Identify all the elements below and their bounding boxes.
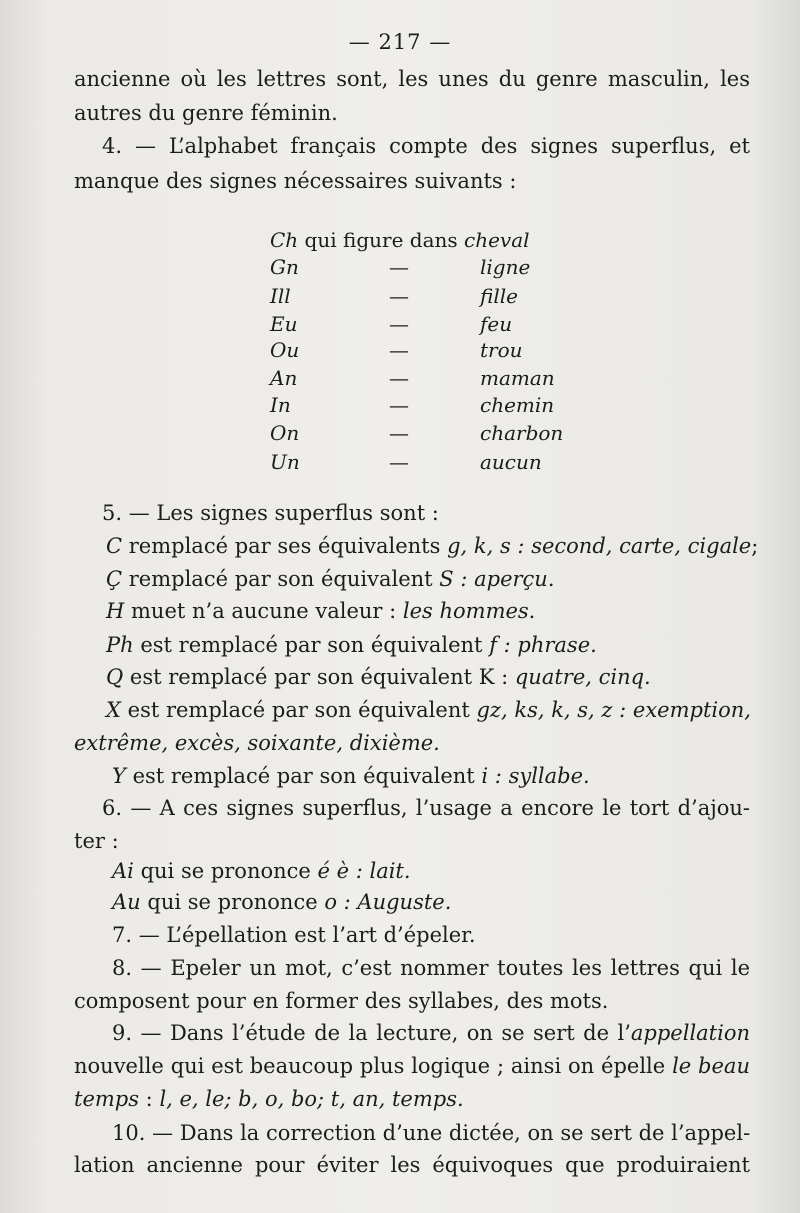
rule-examples: exemption, (632, 698, 751, 722)
table-example: chemin (480, 393, 555, 417)
table-dash: — (389, 312, 409, 336)
table-row (270, 365, 570, 392)
table-example: trou (480, 338, 523, 362)
text: nouvelle qui est beaucoup plus logique ; ainsi on épelle (74, 1054, 666, 1078)
rule-text: qui se prononce (147, 890, 318, 914)
rule-text: est remplacé par son équivalent (132, 764, 475, 788)
section-9-line-1 (112, 1017, 750, 1049)
rule-equivalent: gz, ks, k, s, z : (476, 698, 627, 722)
sign-au: Au (112, 890, 141, 914)
sign-y: Y (112, 764, 126, 788)
table-row (270, 311, 570, 338)
rule-equivalent: i : (481, 764, 502, 788)
rule-text: est remplacé par son équivalent K : (129, 665, 509, 689)
table-row (270, 337, 570, 364)
rule-equivalent: f : (489, 633, 511, 657)
sign-c-cedilla: Ç (106, 567, 123, 591)
intro-line-1: ancienne où les lettres sont, les unes du genre masculin, les (74, 67, 750, 91)
section-6-line-2: ter : (74, 829, 119, 853)
section-5-c-cedilla (106, 563, 750, 595)
section-5-x-continued (74, 727, 750, 759)
section-6-line-1: 6. — A ces signes superflus, l’usage a encore le tort d’ajou- (102, 796, 750, 820)
section-5-x (106, 694, 750, 726)
table-dash: — (389, 421, 409, 445)
sign-q: Q (106, 665, 124, 689)
text: 9. — Dans l’étude de la lecture, on se sert de l’ (112, 1021, 631, 1045)
rule-examples: second, carte, cigale (531, 534, 752, 558)
emphasis: appellation (630, 1021, 750, 1045)
table-head-row (270, 227, 530, 254)
section-6-au (112, 886, 750, 918)
table-example: maman (480, 366, 555, 390)
table-dash: — (389, 450, 409, 474)
section-10-line-1: 10. — Dans la correction d’une dictée, on se sert de l’appel- (112, 1121, 751, 1145)
table-sign: On (270, 421, 300, 445)
rule-text: remplacé par ses équivalents (128, 534, 441, 558)
sign-h: H (106, 599, 125, 623)
sign-x: X (106, 698, 121, 722)
table-sign: In (270, 393, 291, 417)
table-head-text: qui figure dans (304, 228, 458, 252)
rule-examples: quatre, cinq. (514, 665, 651, 689)
rule-examples: lait. (369, 859, 411, 883)
table-example: ligne (480, 255, 531, 279)
text: : (139, 1087, 160, 1111)
rule-equivalent: o : (324, 890, 351, 914)
section-6-ai (112, 855, 750, 887)
emphasis: temps (74, 1087, 139, 1111)
emphasis: l, e, le; b, o, bo; t, an, temps. (159, 1087, 464, 1111)
section-4-line-2: manque des signes nécessaires suivants : (74, 169, 517, 193)
rule-text: est remplacé par son équivalent (140, 633, 483, 657)
table-dash: — (389, 338, 409, 362)
rule-text: muet n’a aucune valeur : (131, 599, 397, 623)
sign-ph: Ph (106, 633, 134, 657)
table-head-sign: Ch (270, 228, 299, 252)
rule-examples: Auguste. (357, 890, 452, 914)
rule-examples: extrême, excès, soixante, dixième. (74, 731, 440, 755)
rule-end: ; (751, 534, 759, 558)
table-example: fille (480, 284, 518, 308)
section-5-y (112, 760, 750, 792)
table-sign: Ou (270, 338, 300, 362)
table-dash: — (389, 255, 409, 279)
rule-examples: syllabe. (508, 764, 590, 788)
section-7: 7. — L’épellation est l’art d’épeler. (112, 923, 476, 947)
table-dash: — (389, 393, 409, 417)
rule-examples: phrase. (517, 633, 597, 657)
table-row (270, 283, 570, 310)
section-9-line-3 (74, 1083, 750, 1115)
sign-ai: Ai (112, 859, 134, 883)
table-example: feu (480, 312, 513, 336)
table-dash: — (389, 366, 409, 390)
table-sign: Ill (270, 284, 291, 308)
page-number: — 217 — (348, 30, 452, 54)
emphasis: le beau (672, 1054, 750, 1078)
rule-examples: aperçu. (474, 567, 555, 591)
section-9-line-2 (74, 1050, 750, 1082)
table-row (270, 420, 570, 447)
rule-equivalent: g, k, s : (447, 534, 525, 558)
rule-text: qui se prononce (140, 859, 311, 883)
section-5-c (106, 530, 759, 562)
section-5-q (106, 661, 750, 693)
intro-line-2: autres du genre féminin. (74, 101, 338, 125)
section-5-ph (106, 629, 750, 661)
table-head-example: cheval (464, 228, 530, 252)
table-row (270, 392, 570, 419)
sign-c: C (106, 534, 123, 558)
section-8-line-2: composent pour en former des syllabes, des mots. (74, 989, 609, 1013)
table-sign: Eu (270, 312, 298, 336)
table-sign: An (270, 366, 298, 390)
table-row (270, 449, 570, 476)
section-8-line-1: 8. — Epeler un mot, c’est nommer toutes les lettres qui le (112, 956, 750, 980)
section-10-line-2: lation ancienne pour éviter les équivoques que produiraient (74, 1153, 750, 1177)
rule-examples: les hommes. (402, 599, 536, 623)
table-sign: Un (270, 450, 300, 474)
rule-text: remplacé par son équivalent (128, 567, 433, 591)
table-example: aucun (480, 450, 542, 474)
section-5-heading: 5. — Les signes superflus sont : (102, 501, 439, 525)
table-sign: Gn (270, 255, 299, 279)
rule-equivalent: é è : (317, 859, 363, 883)
table-example: charbon (480, 421, 564, 445)
table-row (270, 254, 570, 281)
rule-equivalent: S : (439, 567, 468, 591)
section-4-line-1: 4. — L’alphabet français compte des signes superflus, et (102, 134, 750, 158)
rule-text: est remplacé par son équivalent (127, 698, 470, 722)
section-5-h (106, 595, 750, 627)
table-dash: — (389, 284, 409, 308)
